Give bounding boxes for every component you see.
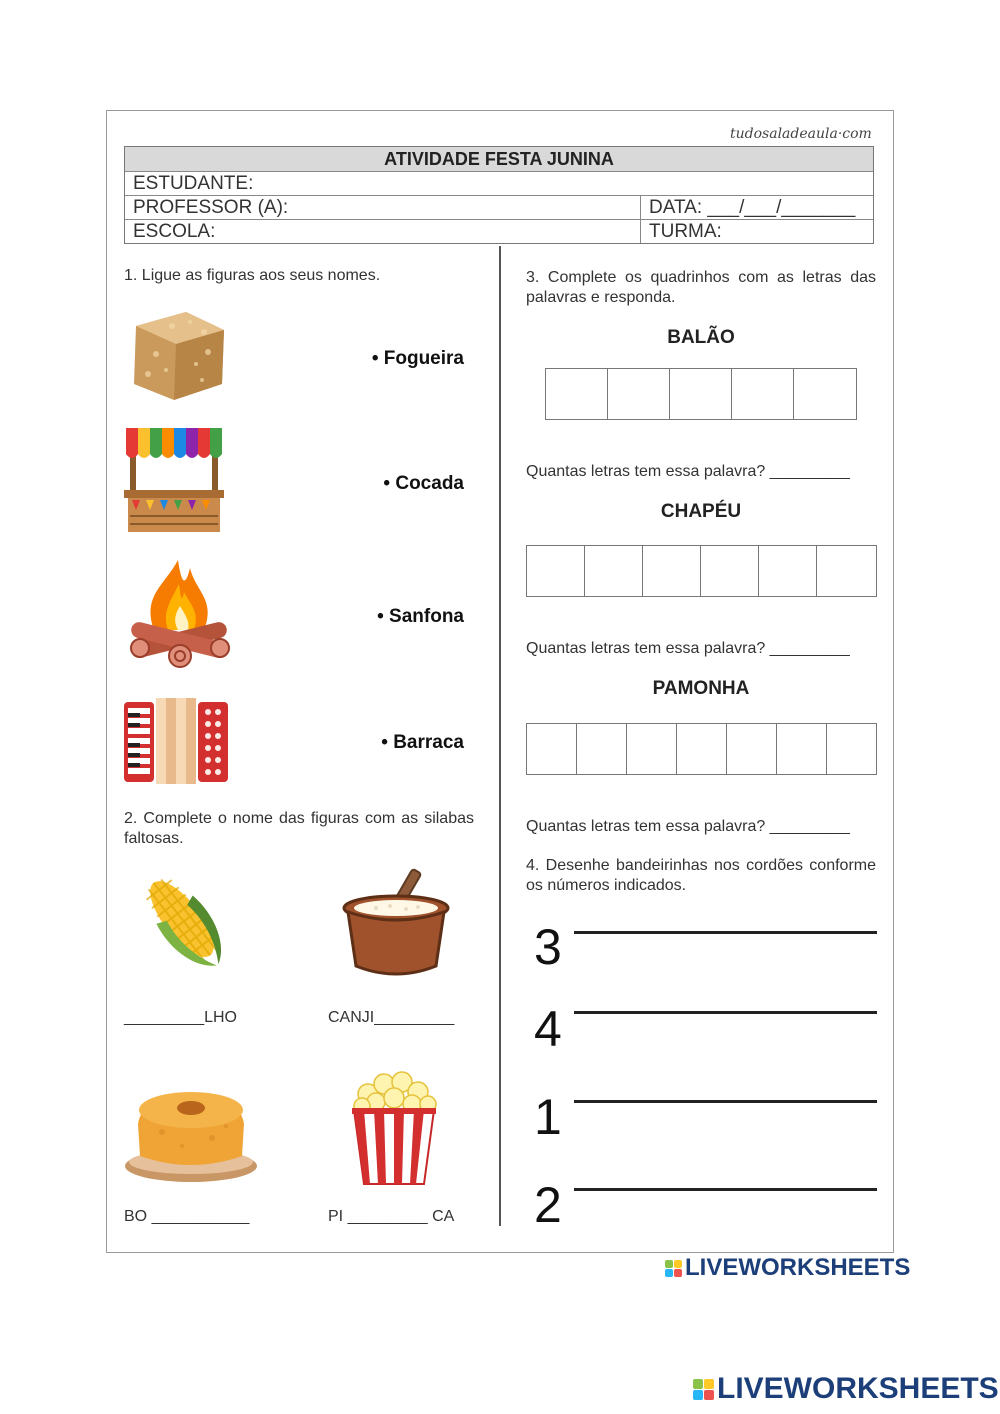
option-fogueira[interactable]: • Fogueira — [371, 348, 464, 369]
boxes-pamonha — [526, 723, 877, 775]
string-line-4[interactable] — [574, 1011, 877, 1014]
letter-box[interactable] — [677, 724, 727, 774]
letter-box[interactable] — [627, 724, 677, 774]
canjica-image — [340, 866, 452, 982]
brand-grid-icon — [693, 1379, 714, 1400]
barraca-image — [122, 424, 226, 534]
school-field[interactable]: ESCOLA: — [125, 220, 641, 243]
option-sanfona[interactable]: • Sanfona — [377, 606, 464, 627]
option-cocada[interactable]: • Cocada — [383, 473, 464, 494]
q1-title: 1. Ligue as figuras aos seus nomes. — [124, 267, 381, 284]
date-field[interactable]: DATA: ___/___/_______ — [649, 196, 856, 218]
canjica-answer[interactable]: CANJI_________ — [328, 1009, 455, 1026]
boxes-balao — [545, 368, 857, 420]
letter-box[interactable] — [577, 724, 627, 774]
site-watermark: tudosaladeaula·com — [730, 126, 872, 142]
teacher-row — [125, 195, 873, 219]
letter-box[interactable] — [727, 724, 777, 774]
letter-box[interactable] — [827, 724, 876, 774]
brand-logo-bottom — [693, 1372, 999, 1406]
bolo-answer[interactable]: BO ___________ — [124, 1208, 250, 1225]
milho-answer[interactable]: _________LHO — [124, 1009, 237, 1026]
letter-box[interactable] — [701, 546, 759, 596]
number-3: 3 — [534, 919, 562, 975]
boxes-chapeu — [526, 545, 877, 597]
number-1: 1 — [534, 1089, 562, 1145]
option-barraca[interactable]: • Barraca — [381, 732, 464, 753]
q4-title: 4. Desenhe bandeirinhas nos cordões conforme os números indicados. — [526, 857, 876, 894]
letter-box[interactable] — [527, 724, 577, 774]
number-4: 4 — [534, 1001, 562, 1057]
pipoca-answer[interactable]: PI _________ CA — [328, 1208, 455, 1225]
fogueira-image — [124, 556, 234, 670]
letter-box[interactable] — [777, 724, 827, 774]
brand-text: LIVEWORKSHEETS — [717, 1372, 999, 1405]
letter-box[interactable] — [527, 546, 585, 596]
letter-box[interactable] — [608, 369, 670, 419]
brand-grid-icon — [665, 1260, 682, 1277]
word-chapeu: CHAPÉU — [660, 501, 742, 522]
school-row — [125, 219, 873, 243]
string-line-1[interactable] — [574, 1100, 877, 1103]
q3-title: 3. Complete os quadrinhos com as letras das palavras e responda. — [526, 269, 876, 306]
letter-box[interactable] — [794, 369, 856, 419]
column-divider — [499, 246, 501, 1226]
string-line-3[interactable] — [574, 931, 877, 934]
letter-box[interactable] — [546, 369, 608, 419]
header-table — [124, 146, 874, 244]
question-chapeu[interactable]: Quantas letras tem essa palavra? _________ — [526, 640, 850, 657]
word-pamonha: PAMONHA — [652, 678, 750, 699]
letter-box[interactable] — [817, 546, 876, 596]
student-row — [125, 171, 873, 195]
question-balao[interactable]: Quantas letras tem essa palavra? _________ — [526, 463, 850, 480]
word-balao: BALÃO — [667, 327, 735, 348]
cocada-image — [126, 304, 230, 406]
number-2: 2 — [534, 1177, 562, 1233]
student-field[interactable]: ESTUDANTE: — [133, 172, 254, 194]
letter-box[interactable] — [759, 546, 817, 596]
pipoca-image — [348, 1070, 440, 1186]
sanfona-image — [122, 696, 232, 786]
class-field[interactable]: TURMA: — [649, 220, 722, 242]
letter-box[interactable] — [732, 369, 794, 419]
letter-box[interactable] — [585, 546, 643, 596]
header-title-row — [125, 147, 873, 171]
q2-title: 2. Complete o nome das figuras com as silabas faltosas. — [124, 810, 474, 847]
milho-image — [132, 866, 238, 980]
string-line-2[interactable] — [574, 1188, 877, 1191]
question-pamonha[interactable]: Quantas letras tem essa palavra? _________ — [526, 818, 850, 835]
teacher-field[interactable]: PROFESSOR (A): — [125, 196, 641, 219]
bolo-image — [122, 1080, 260, 1186]
letter-box[interactable] — [670, 369, 732, 419]
page-title: ATIVIDADE FESTA JUNINA — [384, 148, 614, 169]
brand-text: LIVEWORKSHEETS — [685, 1254, 911, 1281]
brand-logo-top — [665, 1254, 910, 1282]
letter-box[interactable] — [643, 546, 701, 596]
